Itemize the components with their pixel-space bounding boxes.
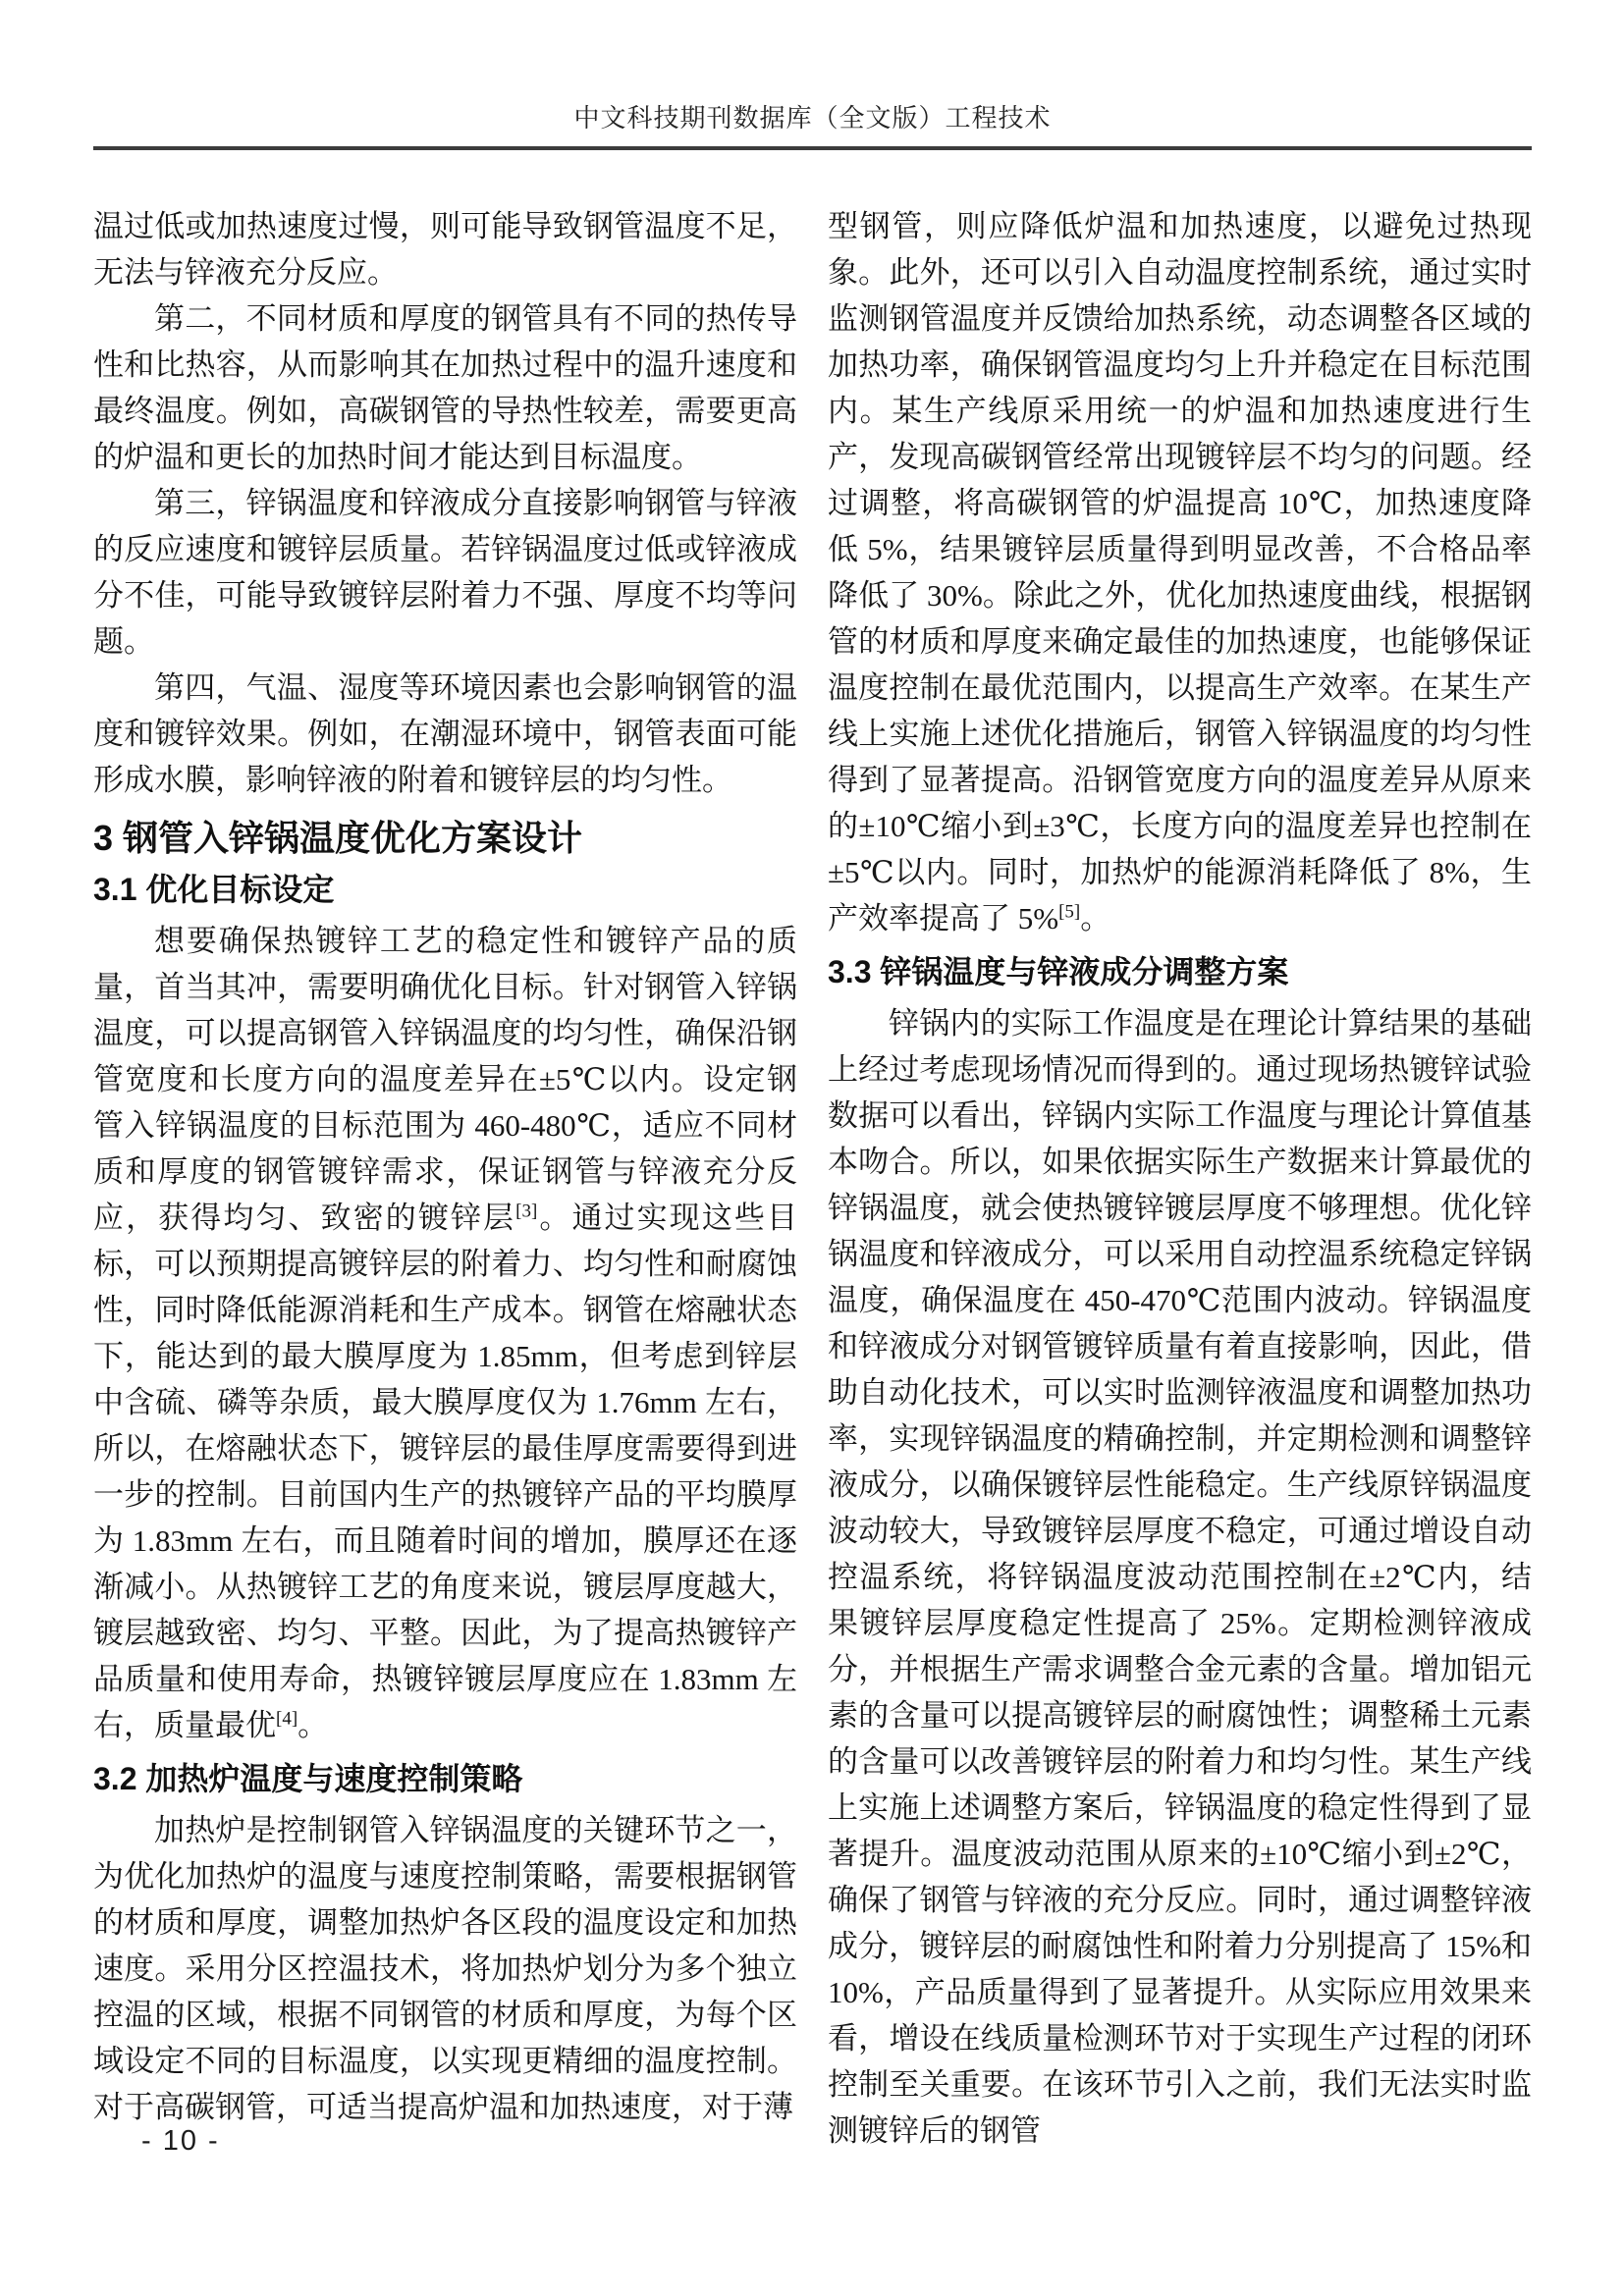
- body-paragraph: 温过低或加热速度过慢，则可能导致钢管温度不足，无法与锌液充分反应。: [93, 209, 797, 290]
- body-paragraph: 第四，气温、湿度等环境因素也会影响钢管的温度和镀锌效果。例如，在潮湿环境中，钢管表面可能形成水膜，影响锌液的附着和镀锌层的均匀性。: [93, 670, 797, 797]
- body-paragraph: 第三，锌锅温度和锌液成分直接影响钢管与锌液的反应速度和镀锌层质量。若锌锅温度过低或锌液成分不佳，可能导致镀锌层附着力不强、厚度不均等问题。: [93, 486, 797, 659]
- citation-ref: [4]: [276, 1708, 298, 1730]
- running-head: 中文科技期刊数据库（全文版）工程技术: [573, 104, 1052, 133]
- subsection-heading: 3.3 锌锅温度与锌液成分调整方案: [828, 954, 1289, 989]
- body-paragraph: 第二，不同材质和厚度的钢管具有不同的热传导性和比热容，从而影响其在加热过程中的温升速度和最终温度。例如，高碳钢管的导热性较差，需要更高的炉温和更长的加热时间才能达到目标温度。: [93, 301, 797, 474]
- page-number: - 10 -: [141, 2125, 220, 2157]
- body-paragraph: 加热炉是控制钢管入锌锅温度的关键环节之一，为优化加热炉的温度与速度控制策略，需要根据钢管的材质和厚度，调整加热炉各区段的温度设定和加热速度。采用分区控温技术，将加热炉划分为多个独立控温的区域，根据不同钢管的材质和厚度，为每个区域设定不同的目标温度，以实现更精细的温度控制。对于高碳钢管，可适当提高炉温和加热速度，对于薄: [93, 1813, 797, 2124]
- column-right: [828, 203, 1532, 2154]
- body-paragraph: 锌锅内的实际工作温度是在理论计算结果的基础上经过考虑现场情况而得到的。通过现场热镀锌试验数据可以看出，锌锅内实际工作温度与理论计算值基本吻合。所以，如果依据实际生产数据来计算最优的锌锅温度，就会使热镀锌镀层厚度不够理想。优化锌锅温度和锌液成分，可以采用自动控温系统稳定锌锅温度，确保温度在 450-470℃范围内波动。锌锅温度和锌液成分对钢管镀锌质量有着直接影响，因此，借助自动化技术，可以实时监测锌液温度和调整加热功率，实现锌锅温度的精确控制，并定期检测和调整锌液成分，以确保镀锌层性能稳定。生产线原锌锅温度波动较大，导致镀锌层厚度不稳定，可通过增设自动控温系统，将锌锅温度波动范围控制在±2℃内，结果镀锌层厚度稳定性提高了 25%。定期检测锌液成分，并根据生产需求调整合金元素的含量。增加铝元素的含量可以提高镀锌层的耐腐蚀性；调整稀土元素的含量可以改善镀锌层的附着力和均匀性。某生产线上实施上述调整方案后，锌锅温度的稳定性得到了显著提升。温度波动范围从原来的±10℃缩小到±2℃，确保了钢管与锌液的充分反应。同时，通过调整锌液成分，镀锌层的耐腐蚀性和附着力分别提高了 15%和 10%，产品质量得到了显著提升。从实际应用效果来看，增设在线质量检测环节对于实现生产过程的闭环控制至关重要。在该环节引入之前，我们无法实时监测镀锌后的钢管: [828, 1006, 1532, 2148]
- header-rule: [93, 146, 1532, 150]
- body-paragraph: 型钢管，则应降低炉温和加热速度，以避免过热现象。此外，还可以引入自动温度控制系统，通过实时监测钢管温度并反馈给加热系统，动态调整各区域的加热功率，确保钢管温度均匀上升并稳定在目标范围内。某生产线原采用统一的炉温和加热速度进行生产，发现高碳钢管经常出现镀锌层不均匀的问题。经过调整，将高碳钢管的炉温提高 10℃，加热速度降低 5%，结果镀锌层质量得到明显改善，不合格品率降低了 30%。除此之外，优化加热速度曲线，根据钢管的材质和厚度来确定最佳的加热速度，也能够保证温度控制在最优范围内，以提高生产效率。在某生产线上实施上述优化措施后，钢管入锌锅温度的均匀性得到了显著提高。沿钢管宽度方向的温度差异从原来的±10℃缩小到±3℃，长度方向的温度差异也控制在±5℃以内。同时，加热炉的能源消耗降低了 8%，生产效率提高了 5%[5]。: [828, 209, 1532, 935]
- page-body: [93, 203, 1532, 2154]
- body-paragraph: 想要确保热镀锌工艺的稳定性和镀锌产品的质量，首当其冲，需要明确优化目标。针对钢管入锌锅温度，可以提高钢管入锌锅温度的均匀性，确保沿钢管宽度和长度方向的温度差异在±5℃以内。设定钢管入锌锅温度的目标范围为 460-480℃，适应不同材质和厚度的钢管镀锌需求，保证钢管与锌液充分反应，获得均匀、致密的镀锌层[3]。通过实现这些目标，可以预期提高镀锌层的附着力、均匀性和耐腐蚀性，同时降低能源消耗和生产成本。钢管在熔融状态下，能达到的最大膜厚度为 1.85mm，但考虑到锌层中含硫、磷等杂质，最大膜厚度仅为 1.76mm 左右，所以，在熔融状态下，镀锌层的最佳厚度需要得到进一步的控制。目前国内生产的热镀锌产品的平均膜厚为 1.83mm 左右，而且随着时间的增加，膜厚还在逐渐减小。从热镀锌工艺的角度来说，镀层厚度越大，镀层越致密、均匀、平整。因此，为了提高热镀锌产品质量和使用寿命，热镀锌镀层厚度应在 1.83mm 左右，质量最优[4]。: [93, 924, 797, 1742]
- subsection-heading: 3.1 优化目标设定: [93, 872, 335, 907]
- citation-ref: [5]: [1058, 901, 1081, 923]
- citation-ref: [3]: [515, 1201, 538, 1222]
- section-heading: 3 钢管入锌锅温度优化方案设计: [93, 818, 583, 858]
- column-left: [93, 203, 797, 2154]
- subsection-heading: 3.2 加热炉温度与速度控制策略: [93, 1761, 523, 1796]
